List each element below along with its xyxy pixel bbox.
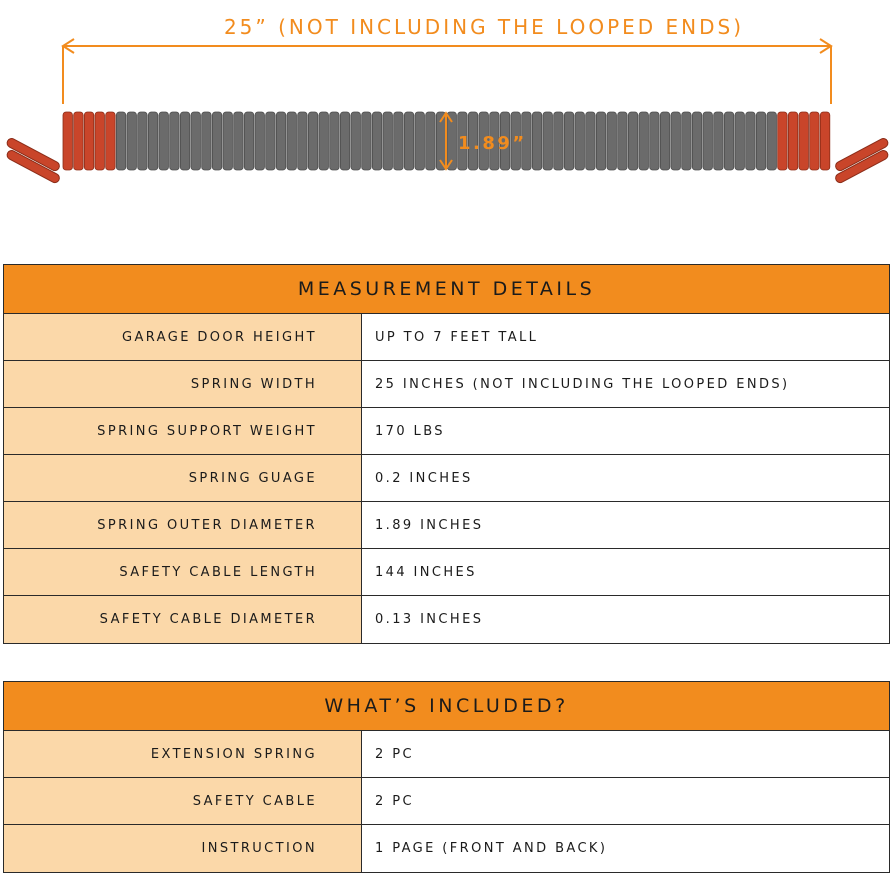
table-row [4,502,889,549]
spring-coil [564,112,573,170]
spring-coil [607,112,616,170]
spring-coil [266,112,275,170]
spring-coil [191,112,200,170]
spring-coil [735,112,744,170]
spring-coil [543,112,552,170]
table-row [4,778,889,825]
spring-coil [746,112,755,170]
row-label: SPRING SUPPORT WEIGHT [4,408,362,454]
spring-coil [724,112,733,170]
table-row [4,455,889,502]
spring-coil [106,112,115,170]
table-row [4,549,889,596]
table-row [4,825,889,872]
row-label: SPRING GUAGE [4,455,362,501]
spring-coil [74,112,83,170]
row-value: UP TO 7 FEET TALL [362,314,889,360]
spring-coil [340,112,349,170]
row-label: EXTENSION SPRING [4,731,362,777]
spring-coil [820,112,829,170]
spring-coil [596,112,605,170]
right-hook-icon [834,137,889,184]
row-value: 0.13 INCHES [362,596,889,643]
spring-diagram [0,0,894,200]
row-label: INSTRUCTION [4,825,362,872]
spring-coil [778,112,787,170]
table-row [4,314,889,361]
table-row [4,408,889,455]
left-hook-icon [6,137,61,184]
spring-coil [63,112,72,170]
spring-coil [298,112,307,170]
spring-coil [180,112,189,170]
diameter-dimension-label: 1.89” [458,133,527,154]
spring-coil [223,112,232,170]
spring-coil [660,112,669,170]
table-row [4,731,889,778]
row-value: 1.89 INCHES [362,502,889,548]
whats-included-header: WHAT’S INCLUDED? [4,682,889,731]
spring-coil [426,112,435,170]
spring-coil [692,112,701,170]
spring-coil [234,112,243,170]
spring-coil [394,112,403,170]
spring-coil [756,112,765,170]
spring-coil [244,112,253,170]
table-row [4,596,889,643]
whats-included-table [3,681,890,873]
spring-coil [319,112,328,170]
spring-coil [628,112,637,170]
spring-coil [404,112,413,170]
row-label: SAFETY CABLE DIAMETER [4,596,362,643]
spring-coil [618,112,627,170]
spring-coil [255,112,264,170]
row-label: SPRING WIDTH [4,361,362,407]
table-row [4,361,889,408]
spring-coil [639,112,648,170]
spring-coil [767,112,776,170]
spring-coil [202,112,211,170]
row-value: 2 PC [362,731,889,777]
spring-coil [650,112,659,170]
spring-coil [212,112,221,170]
spring-coil [372,112,381,170]
row-value: 25 INCHES (NOT INCLUDING THE LOOPED ENDS) [362,361,889,407]
spring-coil [415,112,424,170]
row-value: 170 LBS [362,408,889,454]
row-value: 1 PAGE (FRONT AND BACK) [362,825,889,872]
row-label: SPRING OUTER DIAMETER [4,502,362,548]
spring-coil [532,112,541,170]
measurement-details-table [3,264,890,644]
row-value: 144 INCHES [362,549,889,595]
spring-coil [84,112,93,170]
spring-coil [383,112,392,170]
spring-coil [148,112,157,170]
spring-coil [308,112,317,170]
spring-coil [351,112,360,170]
spring-coil [159,112,168,170]
spring-coil [170,112,179,170]
spring-coil [810,112,819,170]
spring-coil [799,112,808,170]
spring-coil [127,112,136,170]
spring-coil [276,112,285,170]
row-label: SAFETY CABLE LENGTH [4,549,362,595]
spring-coil [554,112,563,170]
row-label: GARAGE DOOR HEIGHT [4,314,362,360]
spring-coil [703,112,712,170]
spring-coil [330,112,339,170]
width-dimension-arrow [63,39,831,104]
spring-coil [287,112,296,170]
spring-coil [586,112,595,170]
spring-coil [682,112,691,170]
measurement-details-header: MEASUREMENT DETAILS [4,265,889,314]
spring-coil [138,112,147,170]
spring-coil [95,112,104,170]
spring-coil [671,112,680,170]
spring-coil [714,112,723,170]
spring-coil [116,112,125,170]
row-label: SAFETY CABLE [4,778,362,824]
spring-coil [788,112,797,170]
row-value: 2 PC [362,778,889,824]
width-dimension-label: 25” (NOT INCLUDING THE LOOPED ENDS) [223,15,745,39]
row-value: 0.2 INCHES [362,455,889,501]
spring-coil [362,112,371,170]
spring-coil [575,112,584,170]
